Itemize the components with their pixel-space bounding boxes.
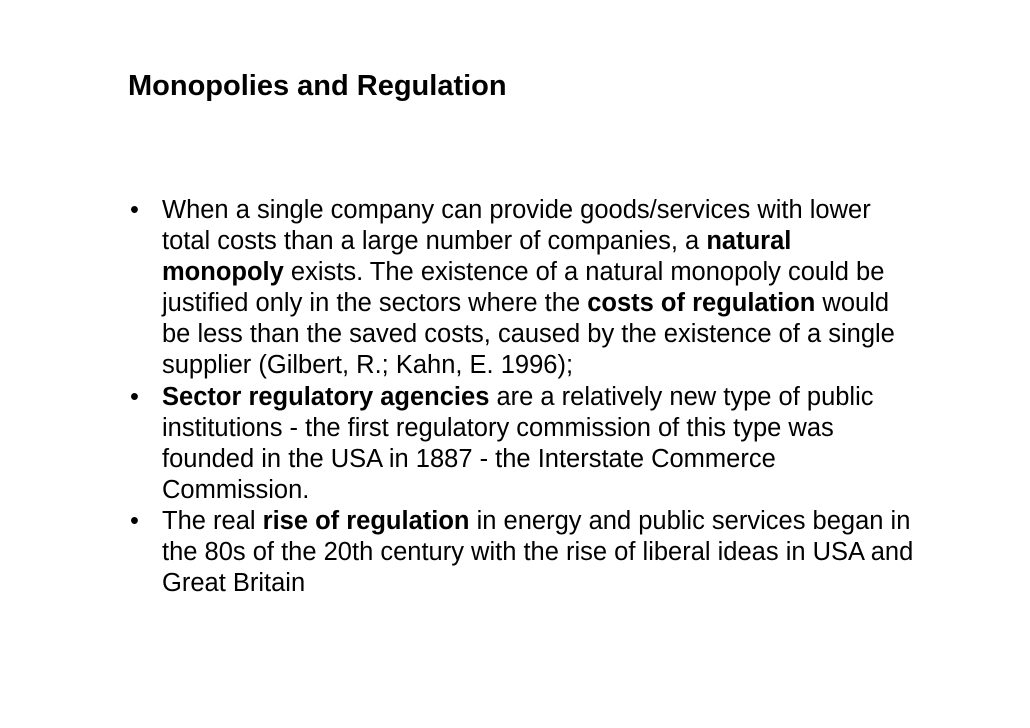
bullet-text: would be less than the saved costs, caused by the existence of a single supplier (Gilbert, R.; Kahn, E. 1996);: [162, 289, 895, 380]
bullet-item-sector-agencies: [128, 382, 918, 506]
bullet-list: [128, 195, 918, 599]
bullet-bold-term: costs of regulation: [587, 289, 816, 318]
bullet-dot-icon: •: [130, 382, 139, 411]
bullet-bold-term: Sector regulatory agencies: [162, 382, 490, 411]
bullet-bold-term: rise of regulation: [262, 506, 470, 535]
bullet-item-natural-monopoly: [128, 195, 918, 382]
bullet-bold-term: natural monopoly: [162, 227, 792, 287]
bullet-dot-icon: •: [130, 506, 139, 535]
bullet-text: are a relatively new type of public institutions - the first regulatory commission of this type was founded in the USA in 1887 - the Interstate Commerce Commission.: [162, 382, 874, 504]
bullet-text: When a single company can provide goods/services with lower total costs than a large number of companies, a: [162, 196, 871, 256]
bullet-dot-icon: •: [130, 196, 139, 224]
bullet-item-rise-of-regulation: [128, 506, 918, 599]
bullet-text: exists. The existence of a natural monopoly could be justified only in the sectors where the: [162, 258, 885, 318]
slide-title: Monopolies and Regulation: [128, 70, 507, 102]
bullet-text: The real: [162, 506, 263, 535]
bullet-text: in energy and public services began in the 80s of the 20th century with the rise of liberal ideas in USA and Great Britain: [162, 506, 914, 598]
